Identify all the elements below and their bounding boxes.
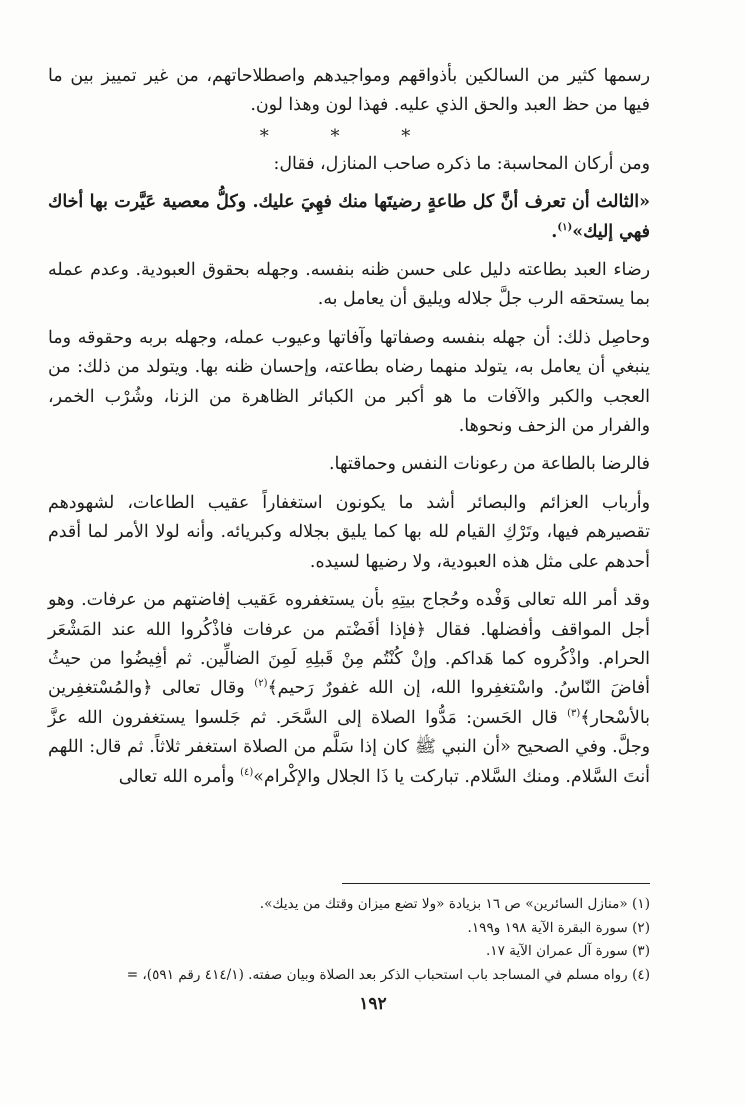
footnote-divider [342, 883, 650, 884]
paragraph-4: رضاء العبد بطاعته دليل على حسن ظنه بنفسه. وجهله بحقوق العبودية. وعدم عمله بما يستحقه الرب جلَّ جلاله ويليق أن يعامل به. [48, 260, 650, 310]
paragraph-8 [48, 586, 650, 792]
footnotes [48, 893, 650, 987]
footnote-ref-4: (٤) [240, 766, 254, 778]
paragraph-8-part-d: وأمره الله تعالى [118, 766, 241, 787]
page-number: ١٩٢ [359, 994, 387, 1014]
footnote-4: (٤) رواه مسلم في المساجد باب استحباب الذكر بعد الصلاة وبيان صفته. (٤١٤/١ رقم ٥٩١)، = [126, 966, 650, 983]
footnote-2: (٢) سورة البقرة الآية ١٩٨ و١٩٩. [467, 919, 650, 936]
footnote-1: (١) «منازل السائرين» ص ١٦ بزيادة «ولا تضع ميزان وقتك من يديك». [259, 896, 650, 912]
paragraph-1: رسمها كثير من السالكين بأذواقهم ومواجيدهم واصطلاحاتهم، من غير تمييز بين ما فيها من حظ العبد والحق الذي عليه. فهذا لون وهذا لون. [48, 66, 650, 116]
paragraph-6: فالرضا بالطاعة من رعونات النفس وحماقتها. [329, 454, 650, 475]
footnote-3: (٣) سورة آل عمران الآية ١٧. [485, 943, 650, 959]
main-text [48, 62, 650, 792]
quote-paragraph [48, 188, 650, 247]
footnote-ref-3: (٣) [567, 707, 581, 719]
footnote-ref-1: (١) [557, 221, 573, 233]
footnote-ref-2: (٢) [254, 678, 268, 690]
quote-text: «الثالث أن تعرف أنَّ كل طاعةٍ رضيتَها منك فهِيَ عليك. وكلُّ معصية عَيَّرت بها أخاك فهي إليك» [48, 192, 650, 242]
paragraph-8-part-c: قال الحَسن: مَدُّوا الصلاة إلى السَّحَر. ثم جَلسوا يستغفرون الله عزَّ وجلَّ. وفي الصحيح «أن النبي ﷺ كان إذا سَلَّم من الصلاة استغفر ثلاثاً. ثم قال: اللهم أنتَ السَّلام. ومنك السَّلام. تباركت يا ذَا الجلال والإكْرام» [48, 707, 650, 787]
paragraph-5: وحاصِل ذلك: أن جهله بنفسه وصفاتها وآفاتها وعيوب عمله، وجهله بربه وحقوقه وما ينبغي أن يعامل به، يتولد منهما رضاه بطاعته، وإحسان ظنه بها. ويتولد من ذلك: من العجب والكبر والآفات ما هو أكبر من الكبائر الظاهرة من الزنا، وشُرْب الخمر، والفرار من الزحف ونحوها. [48, 327, 650, 437]
paragraph-2: ومن أركان المحاسبة: ما ذكره صاحب المنازل، فقال: [273, 153, 650, 174]
paragraph-8-part-b: وقال تعالى ﴿والمُسْتغفِرين بالأسْحار﴾ [48, 678, 650, 728]
paragraph-8-part-a: وقد أمر الله تعالى وَفْده وحُجاج بيتِهِ بأن يستغفروه عَقيب إفاضتهم من عرفات. وهو أجل المواقف وأفضلها. فقال ﴿فإذا أفَضْتم من عرفات فاذْكُروا الله عند المَشْعَر الحرام. واذْكُروه كما هَداكم. وإنْ كُنْتُم مِنْ قَبلِهِ لَمِنَ الضالِّين. ثم أفِيضُوا من حيثُ أفاضَ النّاسُ. واسْتغفِروا الله، إن الله غفورٌ رَحيم﴾ [48, 590, 651, 699]
paragraph-7: وأرباب العزائم والبصائر أشد ما يكونون استغفاراً عقيب الطاعات، لشهودهم تقصيرهم فيها، وتَرْكِ القيام لله بها كما يليق بجلاله وكبريائه. وأنه لولا الأمر لما أقدم أحدهم على مثل هذه العبودية، ولا رضيها لسيده. [48, 492, 650, 572]
section-separator: * * * [259, 125, 439, 147]
quote-end: . [551, 221, 558, 242]
